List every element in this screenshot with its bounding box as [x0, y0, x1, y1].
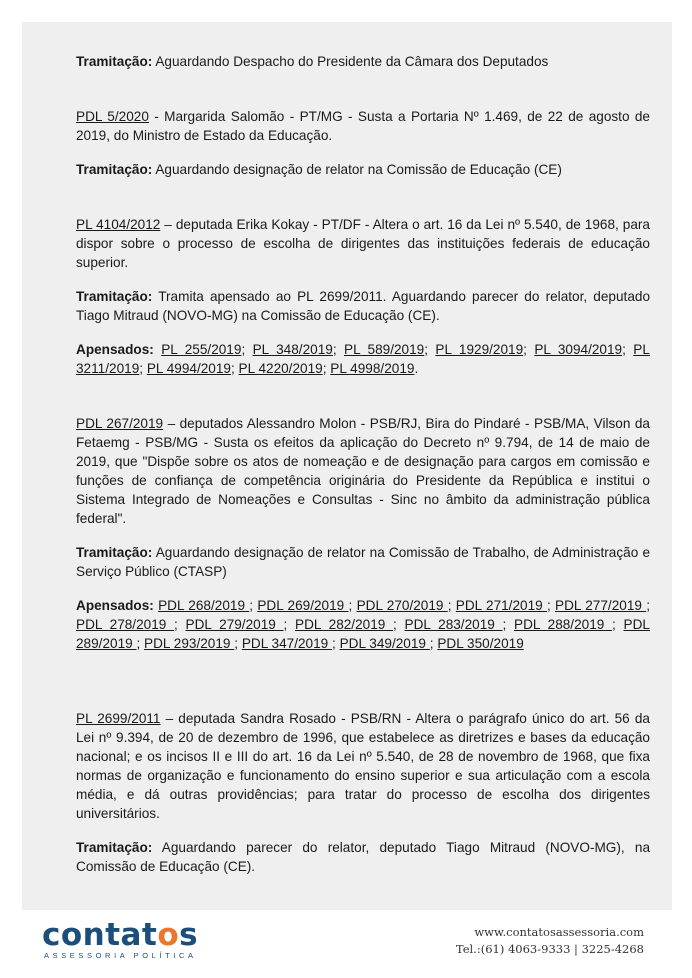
apensado-link[interactable]: PL 3094/2019: [534, 342, 623, 357]
pl2699-tramitacao: Tramitação: Aguardando parecer do relator, deputado Tiago Mitraud (NOVO-MG), na Comissão de Educação (CE).: [76, 840, 650, 874]
apensado-link[interactable]: PDL 271/2019: [455, 598, 547, 613]
content-panel: [22, 22, 672, 910]
apensado-link[interactable]: PDL 288/2019: [514, 617, 613, 632]
apensado-link[interactable]: PDL 283/2019: [404, 617, 503, 632]
apensado-link[interactable]: PDL 279/2019: [185, 617, 284, 632]
apensado-link[interactable]: PDL 350/2019: [437, 636, 524, 651]
pl4104-description: PL 4104/2012 – deputada Erika Kokay - PT/DF - Altera o art. 16 da Lei nº 5.540, de 1968, para dispor sobre o processo de escolha de dirigentes das instituições federais de educação superior.: [76, 217, 650, 270]
apensado-link[interactable]: PL 4994/2019: [146, 361, 231, 376]
pdl267-apensados: Apensados: PDL 268/2019 ; PDL 269/2019 ; PDL 270/2019 ; PDL 271/2019 ; PDL 277/2019 ; PDL 278/2019 ; PDL 279/2019 ; PDL 282/2019 ; PDL 283/2019 ; PDL 288/2019 ; PDL 289/2019 ; PDL 293/2019 ; PDL 347/2019 ; PDL 349/2019 ; PDL 350/2019: [76, 598, 650, 651]
apensado-link[interactable]: PDL 270/2019: [356, 598, 448, 613]
page-footer: [0, 910, 692, 978]
apensado-link[interactable]: PL 4220/2019: [238, 361, 323, 376]
apensado-link[interactable]: PDL 349/2019: [339, 636, 430, 651]
logo-wordmark: contatos: [42, 917, 199, 953]
apensado-link[interactable]: PL 4998/2019: [330, 361, 415, 376]
apensado-link[interactable]: PL 589/2019: [344, 342, 425, 357]
contatos-logo: [42, 918, 198, 960]
logo-tagline: ASSESSORIA POLÍTICA: [44, 951, 197, 960]
contact-info: [456, 924, 644, 958]
apensado-link[interactable]: PDL 282/2019: [295, 617, 394, 632]
apensado-link[interactable]: PDL 347/2019: [241, 636, 333, 651]
pl4104-link[interactable]: PL 4104/2012: [76, 217, 161, 232]
apensado-link[interactable]: PDL 289/2019: [76, 617, 650, 651]
pdl267-description: PDL 267/2019 – deputados Alessandro Molon - PSB/RJ, Bira do Pindaré - PSB/MA, Vilson da Fetaemg - PSB/MG - Susta os efeitos da aplicação do Decreto nº 9.794, de 14 de maio de 2019, que "Dispõe sobre os atos de nomeação e de designação para cargos em comissão e funções de confiança de competência originária do Presidente da República e institui o Sistema Integrado de Nomeações e Consultas - Sinc no âmbito da administração pública federal".: [76, 416, 650, 526]
top-tramitacao: Tramitação: Aguardando Despacho do Presidente da Câmara dos Deputados: [76, 54, 549, 69]
pdl5-link[interactable]: PDL 5/2020: [76, 109, 149, 124]
apensado-link[interactable]: PDL 268/2019: [158, 598, 250, 613]
pl2699-description: PL 2699/2011 – deputada Sandra Rosado - PSB/RN - Altera o parágrafo único do art. 56 da Lei nº 9.394, de 20 de dezembro de 1996, que estabelece as diretrizes e bases da educação nacional; e os incisos II e III do art. 16 da Lei nº 5.540, de 28 de novembro de 1968, que fixa normas de organização e funcionamento do ensino superior e sua articulação com a escola média, e dá outras providências; para tratar do processo de escolha dos dirigentes universitários.: [76, 711, 650, 821]
pdl267-link[interactable]: PDL 267/2019: [76, 416, 164, 431]
apensado-link[interactable]: PL 3211/2019: [76, 342, 650, 376]
apensado-link[interactable]: PL 348/2019: [252, 342, 333, 357]
pl2699-link[interactable]: PL 2699/2011: [76, 711, 161, 726]
apensado-link[interactable]: PDL 277/2019: [555, 598, 647, 613]
website-link[interactable]: www.contatosassessoria.com: [474, 925, 644, 939]
pdl267-tramitacao: Tramitação: Aguardando designação de relator na Comissão de Trabalho, de Administração e Serviço Público (CTASP): [76, 545, 650, 579]
pl4104-apensados: Apensados: PL 255/2019; PL 348/2019; PL 589/2019; PL 1929/2019; PL 3094/2019; PL 3211/2019; PL 4994/2019; PL 4220/2019; PL 4998/2019.: [76, 342, 650, 376]
phone-numbers: Tel.:(61) 4063-9333 | 3225-4268: [455, 942, 644, 956]
apensado-link[interactable]: PL 255/2019: [161, 342, 242, 357]
apensado-link[interactable]: PDL 278/2019: [76, 617, 175, 632]
apensado-link[interactable]: PDL 293/2019: [144, 636, 235, 651]
apensado-link[interactable]: PDL 269/2019: [257, 598, 349, 613]
apensado-link[interactable]: PL 1929/2019: [435, 342, 524, 357]
pl4104-tramitacao: Tramitação: Tramita apensado ao PL 2699/2011. Aguardando parecer do relator, deputado Tiago Mitraud (NOVO-MG) na Comissão de Educação (CE).: [76, 289, 651, 323]
pdl5-description: PDL 5/2020 - Margarida Salomão - PT/MG - Susta a Portaria Nº 1.469, de 22 de agosto de 2019, do Ministro de Estado da Educação.: [76, 109, 650, 143]
pdl5-tramitacao: Tramitação: Aguardando designação de relator na Comissão de Educação (CE): [76, 162, 562, 177]
